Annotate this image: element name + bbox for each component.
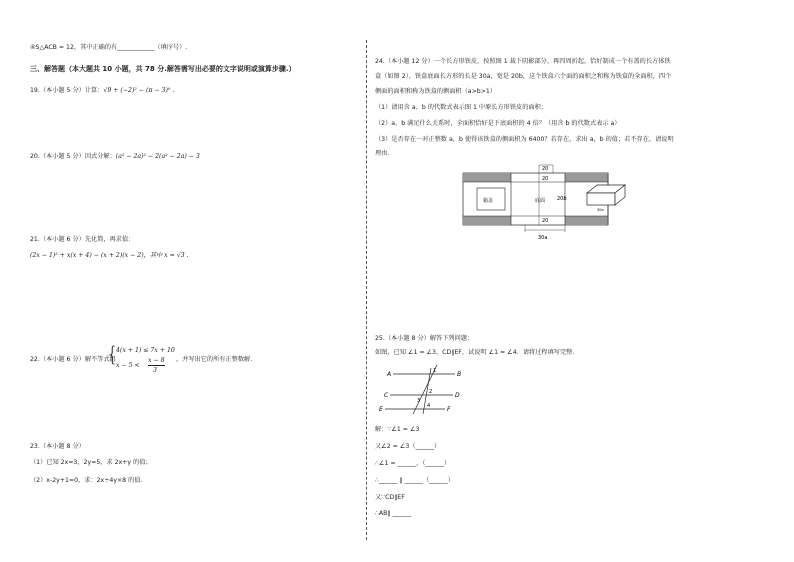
fig1-dim-right: 20b <box>557 196 567 202</box>
label-C: C <box>384 392 389 399</box>
q24-line2: 盒（如图 2），铁盒底面长方形的长是 30a，宽是 20b，这个铁盒六个面的面积之和称为铁盒的全面积，四个 <box>375 73 672 80</box>
figure-sheet-and-box <box>375 160 775 240</box>
fig1-dim-top2: 20 <box>542 176 549 182</box>
angle-1: 1 <box>433 368 437 374</box>
question-21-expr: (2x − 1)² + x(x + 4) − (x + 2)(x − 2)，其中 x = √3 . <box>30 252 189 259</box>
question-19 <box>30 87 174 95</box>
question-fill <box>30 44 187 52</box>
q25-head: 25.（本小题 8 分）解答下列问题： <box>375 335 474 342</box>
fig2-dim: 30a <box>597 208 604 212</box>
fig1-dim-top1: 20 <box>542 166 549 172</box>
q22-line1: 4(x + 1) ≤ 7x + 10 <box>116 347 175 354</box>
column-divider <box>366 40 367 540</box>
q24-part3b: 理由. <box>375 150 390 157</box>
question-23-head: 23.（本小题 8 分） <box>30 443 85 450</box>
q19-head: 19.（本小题 5 分）计算： <box>30 87 104 94</box>
fill-text: ④S△ACB = 12，其中正确的有 <box>30 44 118 51</box>
question-22-head: 22.（本小题 6 分）解不等式组 <box>30 356 116 363</box>
label-A: A <box>387 371 392 378</box>
step-3: ∴∠1 = ______，（______） <box>375 460 451 467</box>
fig1-label-lid: 箱盖 <box>483 198 494 204</box>
label-F: F <box>447 406 451 413</box>
section-heading: 三、解答题（本大题共 10 小题，共 78 分.解答需写出必要的文字说明或演算步骤.） <box>30 65 296 73</box>
q22-fraction-num: x − 8 <box>148 357 165 364</box>
fill-note: （填序号）. <box>154 44 188 51</box>
question-23-part1: （1）已知 2x=3，2y=5，求 2x+y 的值； <box>30 459 152 466</box>
fig1-dim-bottom1: 20 <box>542 218 549 224</box>
system-brace: { <box>106 342 119 366</box>
step-1: 解：∵∠1 = ∠3 <box>375 426 420 433</box>
q24-line3: 侧面的面积和称为铁盒的侧面积（a>b>1） <box>375 88 497 95</box>
angle-3: 3 <box>417 398 421 404</box>
q22-tail: ，并写出它的所有正整数解. <box>176 356 253 363</box>
question-23-part2: （2）x-2y+1=0，求：2x÷4y×8 的值. <box>30 477 143 484</box>
angle-4: 4 <box>427 403 431 409</box>
parallel-lines-figure <box>375 360 495 420</box>
label-E: E <box>379 406 383 413</box>
q24-part3: （3）是否存在一对正整数 a，b 使得该铁盒的侧面积为 6400？若存在，求出 a，b 的值；若不存在，请说明 <box>375 136 674 143</box>
q19-expr: √9 + (−2)² − (π − 3)⁰ . <box>103 87 175 94</box>
q25-line: 如图，已知 ∠1 = ∠3，CD∥EF，试说明 ∠1 = ∠4．请将过程填写完整. <box>375 349 575 356</box>
fig1-label-base: 底面 <box>535 198 546 204</box>
figure2-box <box>587 185 625 205</box>
q20-expr: (a² − 2a)² − 2(a² − 2a) − 3 <box>115 153 200 160</box>
question-20 <box>30 153 200 161</box>
step-4: ∴______ ∥ ______（______） <box>375 477 455 484</box>
q20-head: 20.（本小题 5 分）因式分解： <box>30 153 116 160</box>
fill-blank: ____________ <box>117 44 155 51</box>
fig1-dim-bottom: 30a <box>538 235 548 240</box>
label-D: D <box>455 392 460 399</box>
step-2: 又∠2 = ∠3（______） <box>375 443 441 450</box>
question-21-head: 21.（本小题 6 分）先化简，再求值： <box>30 236 135 243</box>
angle-2: 2 <box>429 389 433 395</box>
label-B: B <box>457 371 462 378</box>
q24-part2: （2）a、b 满足什么关系时，全面积恰好是下底面积的 4 倍？（用含 b 的代数式表示 a） <box>375 120 621 127</box>
step-5: 又∵CD∥EF <box>375 494 405 501</box>
q24-part1: （1）请用含 a、b 的代数式表示图 1 中原长方形铁皮的面积； <box>375 104 547 111</box>
q22-line2: x − 5 < <box>116 362 140 369</box>
q24-line1: 24.（本小题 12 分）一个长方形铁皮，按照图 1 裁下阴影部分，再四周折起，恰好制成一个有盖的长方体铁 <box>375 58 671 65</box>
q22-fraction-den: 3 <box>153 367 157 374</box>
step-6: ∴AB∥ ______ <box>375 510 412 517</box>
